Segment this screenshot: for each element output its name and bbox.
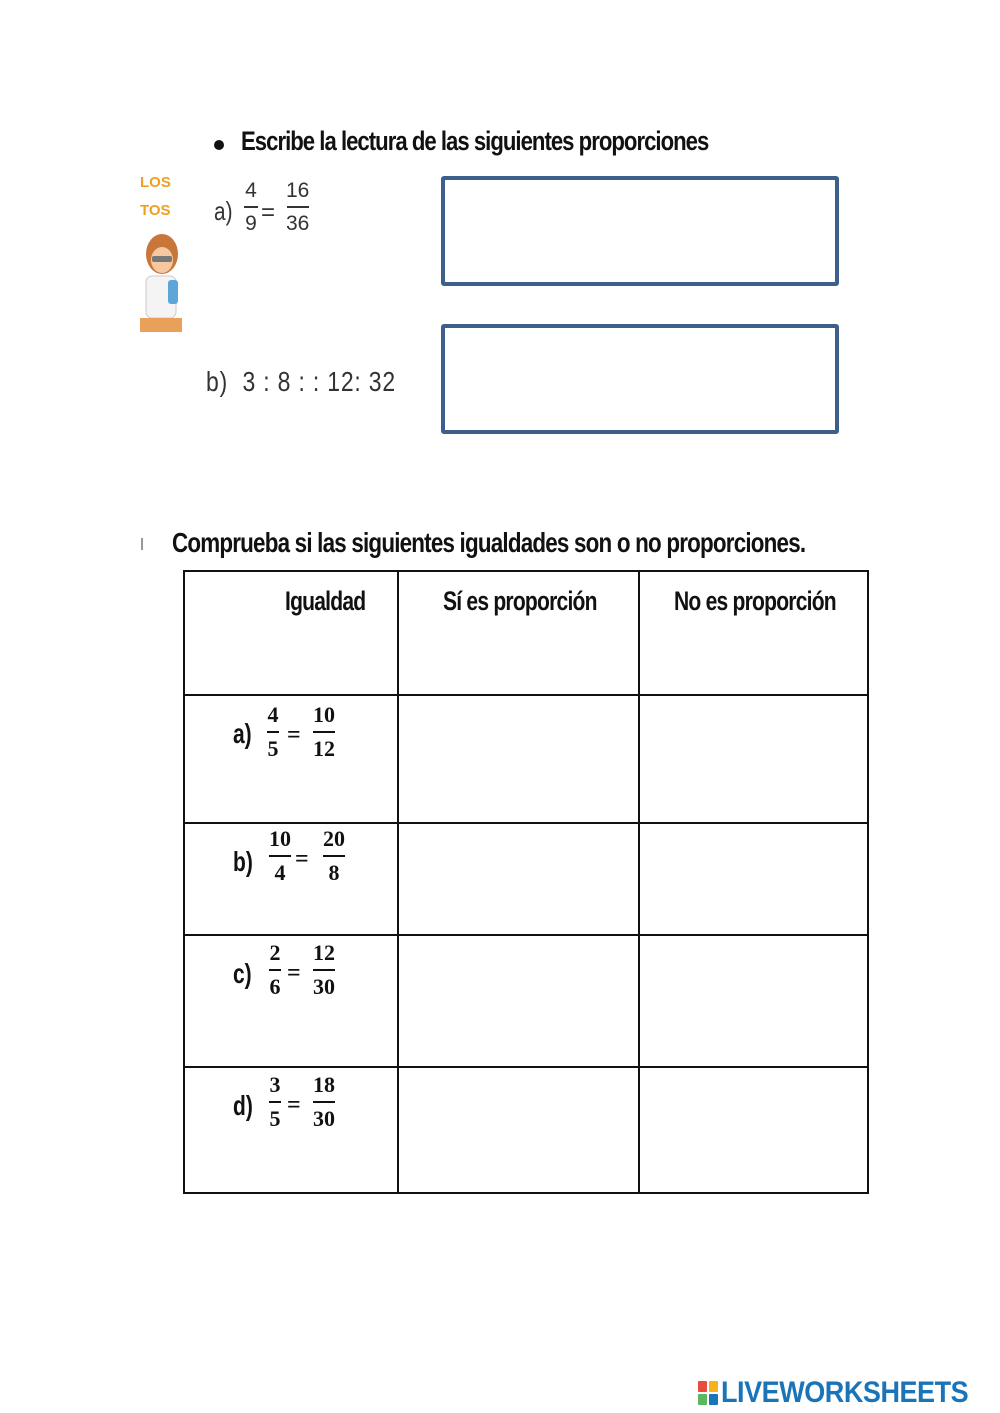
table-row: [184, 1067, 868, 1193]
header-cell-si: [398, 571, 639, 695]
equality-cell: [184, 823, 398, 935]
brand-text: LIVEWORKSHEETS: [721, 1376, 969, 1409]
right-fraction: [323, 828, 345, 884]
left-fraction: [267, 704, 279, 760]
numerator: 12: [313, 940, 335, 965]
numerator: 10: [313, 702, 335, 727]
si-proporcion-cell[interactable]: [398, 935, 639, 1067]
denominator: 5: [269, 1106, 281, 1131]
liveworksheets-logo: [698, 1376, 996, 1410]
table-header-row: [184, 571, 868, 695]
equality-cell: [184, 935, 398, 1067]
numerator: 18: [313, 1072, 335, 1097]
fraction-bar: [287, 206, 309, 208]
item-b-label: b): [206, 366, 229, 397]
denominator: 8: [328, 860, 340, 885]
fraction-bar: [269, 1101, 281, 1103]
equals-sign: =: [295, 846, 309, 872]
row-label: c): [233, 958, 252, 989]
si-proporcion-cell[interactable]: [398, 695, 639, 823]
table-row: [184, 695, 868, 823]
answer-box-a[interactable]: [441, 176, 839, 286]
section2-title: Comprueba si las siguientes igualdades son o no proporciones.: [172, 527, 806, 558]
denominator: 30: [313, 974, 335, 999]
equality-cell: [184, 695, 398, 823]
no-proporcion-cell[interactable]: [639, 695, 868, 823]
equality-cell: [184, 1067, 398, 1193]
proportion-table: [183, 570, 869, 1194]
equals-sign: =: [287, 722, 301, 748]
header-cell-no: [639, 571, 868, 695]
row-label: b): [233, 846, 253, 877]
section1-title: Escribe la lectura de las siguientes proporciones: [241, 126, 709, 156]
denominator: 6: [269, 974, 281, 999]
no-proporcion-cell[interactable]: [639, 1067, 868, 1193]
denominator: 12: [313, 736, 335, 761]
fraction-bar: [313, 731, 335, 733]
numerator: 16: [286, 179, 310, 202]
decoration-text-1: LOS: [140, 174, 171, 191]
right-fraction: [313, 704, 335, 760]
item-a-left-fraction: [244, 180, 258, 234]
table-row: [184, 823, 868, 935]
scientist-illustration: [140, 172, 182, 338]
numerator: 3: [269, 1072, 281, 1097]
fraction-bar: [269, 969, 281, 971]
item-a-right-fraction: [286, 180, 309, 234]
numerator: 20: [323, 826, 345, 851]
numerator: 4: [245, 179, 257, 202]
item-b-expression: [206, 366, 396, 398]
row-label: a): [233, 718, 252, 749]
bullet-icon: [214, 140, 224, 150]
denominator: 9: [245, 212, 257, 235]
fraction-bar: [269, 855, 291, 857]
equals-sign: =: [261, 199, 276, 226]
left-fraction: [269, 828, 291, 884]
header-cell-igualdad: [184, 571, 398, 695]
numerator: 2: [269, 940, 281, 965]
row-label: d): [233, 1090, 253, 1121]
left-fraction: [269, 1074, 281, 1130]
denominator: 36: [286, 212, 310, 235]
fraction-bar: [244, 206, 258, 208]
item-b-ratio: 3 : 8 : : 12: 32: [242, 366, 396, 397]
equals-sign: =: [287, 1092, 301, 1118]
equals-sign: =: [287, 960, 301, 986]
answer-box-b[interactable]: [441, 324, 839, 434]
fraction-bar: [313, 1101, 335, 1103]
numerator: 4: [267, 702, 279, 727]
right-fraction: [313, 942, 335, 998]
fraction-bar: [313, 969, 335, 971]
scientist-icon: [140, 172, 182, 338]
numerator: 10: [269, 826, 291, 851]
si-proporcion-cell[interactable]: [398, 823, 639, 935]
denominator: 4: [274, 860, 286, 885]
item-a-label: a): [214, 196, 233, 226]
fraction-bar: [267, 731, 279, 733]
no-proporcion-cell[interactable]: [639, 823, 868, 935]
bullet-marker: [141, 538, 143, 550]
decoration-text-2: TOS: [140, 202, 171, 219]
header-label: No es proporción: [674, 586, 836, 616]
fraction-bar: [323, 855, 345, 857]
logo-mark-icon: [698, 1381, 718, 1405]
table-row: [184, 935, 868, 1067]
si-proporcion-cell[interactable]: [398, 1067, 639, 1193]
header-label: Igualdad: [285, 586, 366, 616]
denominator: 5: [267, 736, 279, 761]
right-fraction: [313, 1074, 335, 1130]
left-fraction: [269, 942, 281, 998]
denominator: 30: [313, 1106, 335, 1131]
no-proporcion-cell[interactable]: [639, 935, 868, 1067]
header-label: Sí es proporción: [443, 586, 597, 616]
